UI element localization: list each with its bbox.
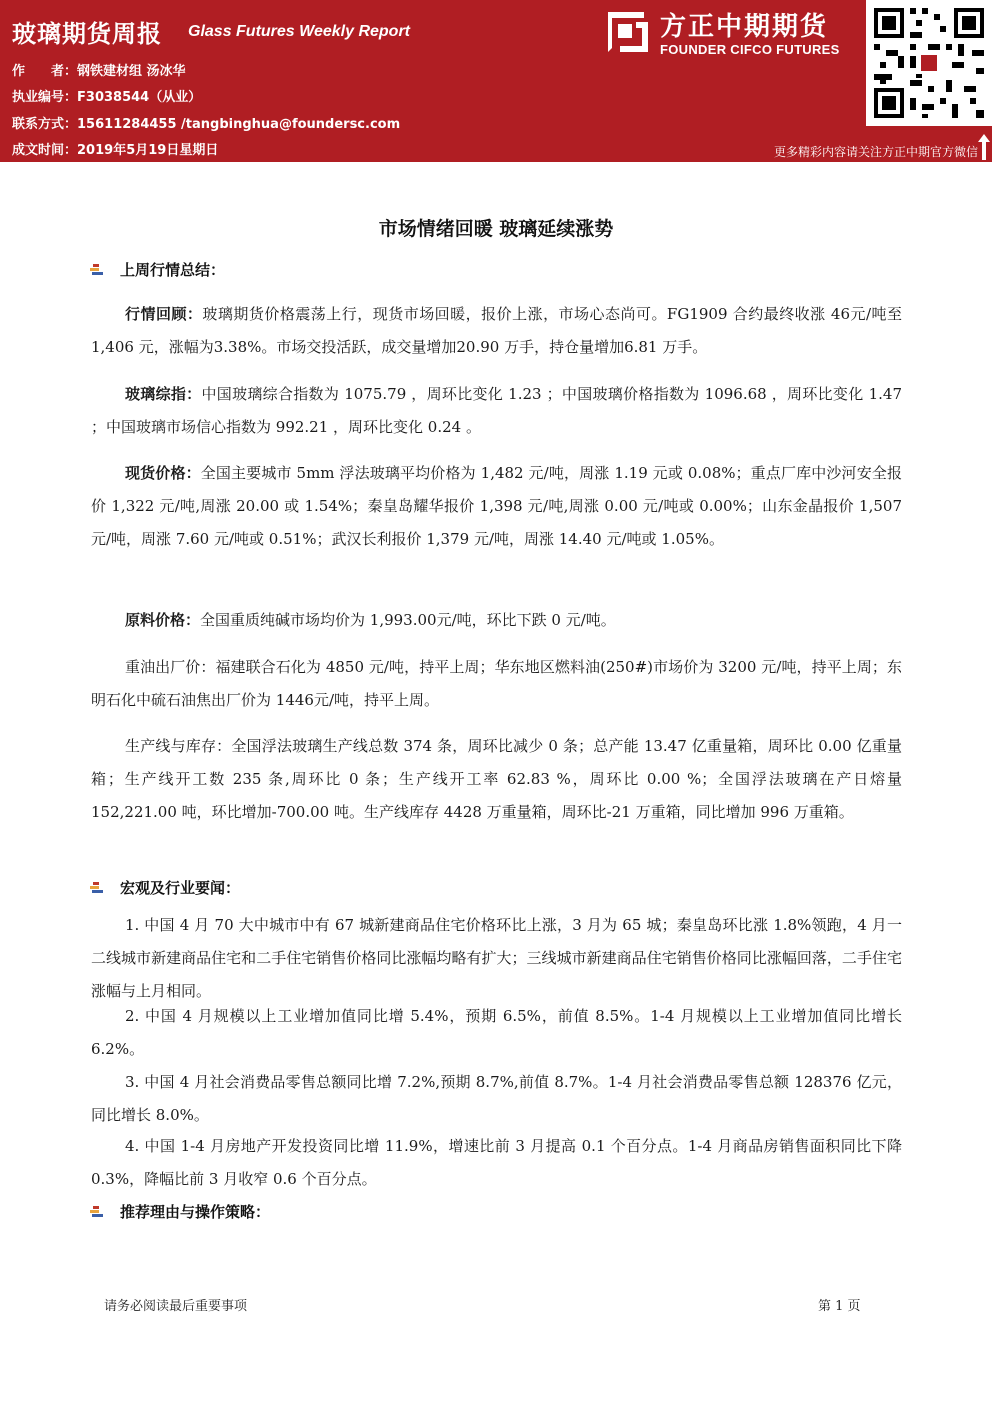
news-text-3: 3. 中国 4 月社会消费品零售总额同比增 7.2%,预期 8.7%,前值 8.7%。1-4 月社会消费品零售总额 128376 亿元，同比增长 8.0%。 xyxy=(91,1073,902,1124)
news-item-1 xyxy=(91,909,902,1008)
label-raw-material: 原料价格： xyxy=(125,611,201,629)
license-value: F3038544（从业） xyxy=(77,90,202,105)
news-text-1: 1. 中国 4 月 70 大中城市中有 67 城新建商品住宅价格环比上涨，3 月为 65 城；秦皇岛环比涨 1.8%领跑，4 月一二线城市新建商品住宅和二手住宅销售价格同比涨幅均略有扩大；三线城市新建商品住宅销售价格同比涨幅回落，二手住宅涨幅与上月相同。 xyxy=(91,916,902,1000)
text-spot-price: 全国主要城市 5mm 浮法玻璃平均价格为 1,482 元/吨，周涨 1.19 元或 0.08%；重点厂库中沙河安全报价 1,322 元/吨,周涨 20.00 或 1.54%；秦皇岛耀华报价 1,398 元/吨,周涨 0.00 元/吨或 0.00%；山东金晶报价 1,507 元/吨，周涨 7.60 元/吨或 0.51%；武汉长利报价 1,379 元/吨，周涨 14.40 元/吨或 1.05%。 xyxy=(91,464,902,548)
section-title-summary: 上周行情总结： xyxy=(120,261,226,279)
date-value: 2019年5月19日星期日 xyxy=(77,143,219,158)
section-title-macro: 宏观及行业要闻： xyxy=(120,879,241,897)
up-arrow-icon xyxy=(978,134,990,160)
paragraph-heavy-oil xyxy=(91,651,902,717)
news-text-4: 4. 中国 1-4 月房地产开发投资同比增 11.9%，增速比前 3 月提高 0.1 个百分点。1-4 月商品房销售面积同比下降 0.3%，降幅比前 3 月收窄 0.6 个百分点。 xyxy=(91,1137,902,1188)
contact-row xyxy=(12,113,400,132)
text-market-review: 玻璃期货价格震荡上行，现货市场回暖，报价上涨，市场心态尚可。FG1909 合约最终收涨 46元/吨至1,406 元，涨幅为3.38%。市场交投活跃，成交量增加20.90 万手，持仓量增加6.81 万手。 xyxy=(91,305,902,356)
label-market-review: 行情回顾： xyxy=(125,305,203,323)
label-glass-index: 玻璃综指： xyxy=(125,385,202,403)
section-heading-summary xyxy=(90,259,225,280)
report-header-banner xyxy=(0,0,992,162)
company-logo-icon xyxy=(604,8,652,56)
document-title: 市场情绪回暖 玻璃延续涨势 xyxy=(378,218,614,240)
company-brand xyxy=(604,6,862,62)
paragraph-glass-index xyxy=(91,378,902,444)
news-item-4 xyxy=(91,1130,902,1196)
author-label: 作 者： xyxy=(12,64,78,79)
news-item-3 xyxy=(91,1066,902,1132)
author-row xyxy=(12,60,186,79)
news-text-2: 2. 中国 4 月规模以上工业增加值同比增 5.4%，预期 6.5%，前值 8.5%。1-4 月规模以上工业增加值同比增长 6.2%。 xyxy=(91,1007,902,1058)
report-title-cn: 玻璃期货周报 xyxy=(12,20,162,48)
section-heading-macro xyxy=(90,877,240,898)
section-heading-strategy xyxy=(90,1201,270,1222)
date-label: 成文时间： xyxy=(12,143,78,158)
qr-code-icon xyxy=(866,0,992,126)
paragraph-raw-material xyxy=(91,604,902,637)
footer-notice: 请务必阅读最后重要事项 xyxy=(104,1299,248,1314)
section-title-strategy: 推荐理由与操作策略： xyxy=(120,1203,271,1221)
text-glass-index: 中国玻璃综合指数为 1075.79 ，周环比变化 1.23 ；中国玻璃价格指数为 1096.68 ，周环比变化 1.47 ；中国玻璃市场信心指数为 992.21 ，周环比变化 0.24 。 xyxy=(91,385,902,436)
text-raw-material: 全国重质纯碱市场均价为 1,993.00元/吨，环比下跌 0 元/吨。 xyxy=(200,611,616,629)
section-bullet-icon xyxy=(90,1205,106,1219)
wechat-qr-code xyxy=(866,0,992,126)
paragraph-market-review xyxy=(91,298,902,364)
text-heavy-oil: 重油出厂价：福建联合石化为 4850 元/吨，持平上周；华东地区燃料油(250#)市场价为 3200 元/吨，持平上周；东明石化中硫石油焦出厂价为 1446元/吨，持平上周。 xyxy=(91,658,902,709)
paragraph-production-inventory xyxy=(91,730,902,829)
page-number: 第 1 页 xyxy=(818,1299,861,1314)
license-row xyxy=(12,86,201,105)
section-bullet-icon xyxy=(90,881,106,895)
label-spot-price: 现货价格： xyxy=(125,464,201,482)
text-production-inventory: 生产线与库存：全国浮法玻璃生产线总数 374 条，周环比减少 0 条；总产能 13.47 亿重量箱，周环比 0.00 亿重量箱；生产线开工数 235 条,周环比 0 条；生产线开工率 62.83 %，周环比 0.00 %；全国浮法玻璃在产日熔量 152,221.00 吨，环比增加-700.00 吨。生产线库存 4428 万重量箱，周环比-21 万重箱，同比增加 996 万重箱。 xyxy=(91,737,902,821)
follow-wechat-text: 更多精彩内容请关注方正中期官方微信 xyxy=(773,145,978,159)
date-row xyxy=(12,139,218,158)
paragraph-spot-price xyxy=(91,457,902,556)
contact-label: 联系方式： xyxy=(12,117,78,132)
brand-name-cn: 方正中期期货 xyxy=(660,12,829,42)
brand-name-en: FOUNDER CIFCO FUTURES xyxy=(660,42,840,57)
contact-value: 15611284455 /tangbinghua@foundersc.com xyxy=(77,117,401,132)
report-title-en: Glass Futures Weekly Report xyxy=(188,23,410,40)
news-item-2 xyxy=(91,1000,902,1066)
section-bullet-icon xyxy=(90,263,106,277)
author-value: 钢铁建材组 汤冰华 xyxy=(77,64,186,79)
license-label: 执业编号： xyxy=(12,90,78,105)
